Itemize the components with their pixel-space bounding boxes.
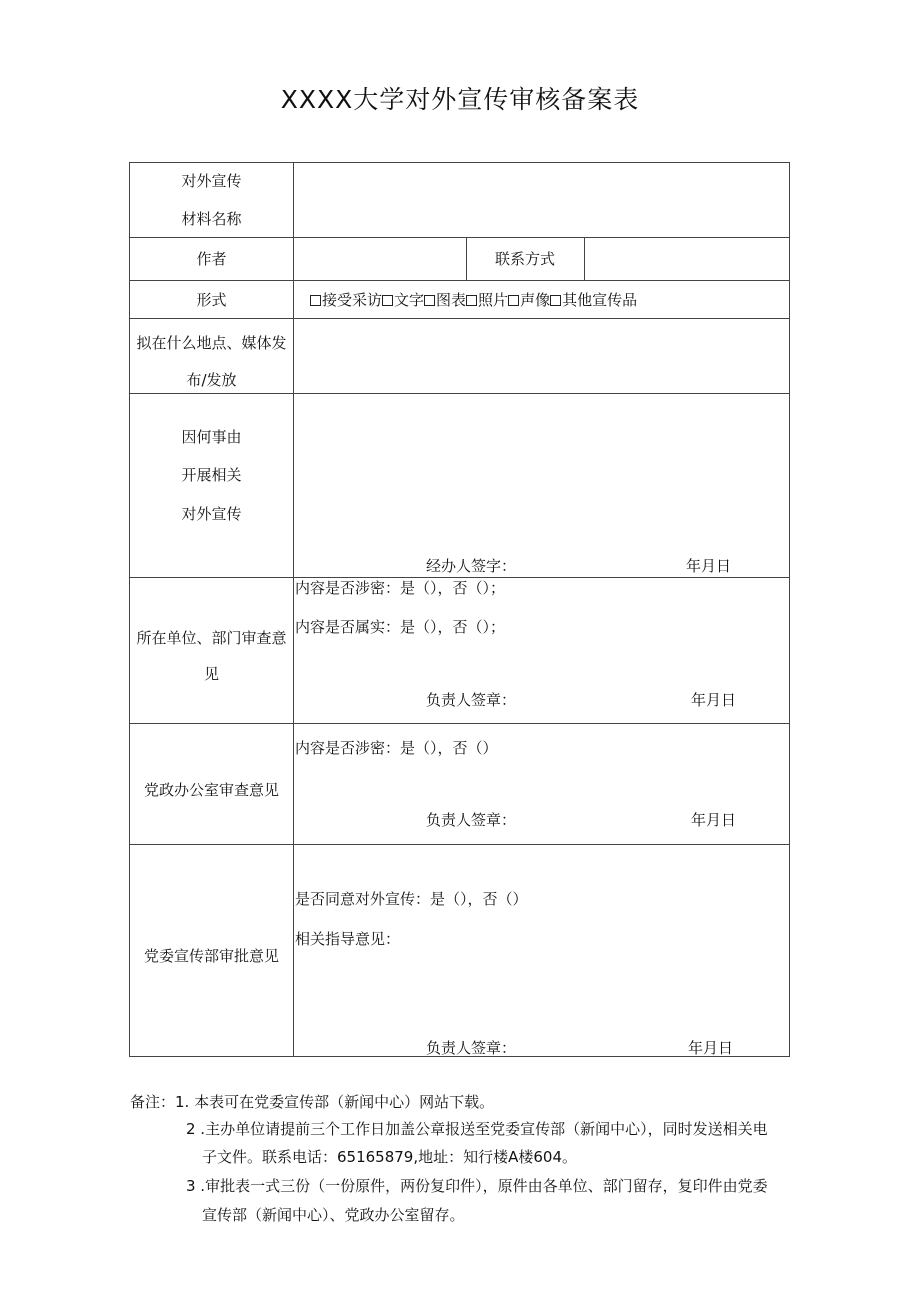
date-field: 年月日 xyxy=(691,811,737,829)
row-divider xyxy=(130,393,789,394)
checkbox[interactable] xyxy=(310,295,321,306)
note-line: 2 .主办单位请提前三个工作日加盖公章报送至党委宣传部（新闻中心），同时发送相关电 xyxy=(186,1120,768,1138)
responsible-signature-label: 负责人签章： xyxy=(426,1039,517,1057)
format-option: 文字 xyxy=(394,291,425,309)
dept-fact-question: 内容是否属实：是（），否（）； xyxy=(295,618,506,636)
format-label: 形式 xyxy=(196,291,227,309)
office-secret-question: 内容是否涉密：是（），否（） xyxy=(295,739,498,757)
responsible-signature-label: 负责人签章： xyxy=(426,811,517,829)
column-divider xyxy=(466,237,467,280)
row-divider xyxy=(130,844,789,845)
note-line: 3 .审批表一式三份（一份原件，两份复印件），原件由各单位、部门留存，复印件由党委 xyxy=(186,1177,768,1195)
date-field: 年月日 xyxy=(691,691,737,709)
checkbox[interactable] xyxy=(466,295,477,306)
column-divider xyxy=(584,237,585,280)
publish-location-label: 布/发放 xyxy=(186,371,237,389)
date-field: 年月日 xyxy=(688,1039,734,1057)
note-line: 子文件。联系电话：65165879,地址：知行楼A楼604。 xyxy=(202,1148,578,1166)
format-option: 其他宣传品 xyxy=(562,291,638,309)
row-divider xyxy=(130,237,789,238)
row-divider xyxy=(130,318,789,319)
row-divider xyxy=(130,280,789,281)
format-option: 照片 xyxy=(478,291,509,309)
row-divider xyxy=(130,723,789,724)
format-options xyxy=(310,290,637,310)
format-option: 接受采访 xyxy=(322,291,383,309)
page-title: XXXX大学对外宣传审核备案表 xyxy=(280,85,640,114)
approval-form xyxy=(129,162,790,1057)
publish-location-label: 拟在什么地点、媒体发 xyxy=(136,334,287,352)
material-name-label: 材料名称 xyxy=(181,210,242,228)
reason-label: 开展相关 xyxy=(181,466,242,484)
format-option: 声像 xyxy=(520,291,551,309)
checkbox[interactable] xyxy=(382,295,393,306)
agree-question: 是否同意对外宣传：是（），否（） xyxy=(295,890,528,908)
checkbox[interactable] xyxy=(424,295,435,306)
note-line: 备注：1. 本表可在党委宣传部（新闻中心）网站下载。 xyxy=(130,1093,495,1111)
date-field: 年月日 xyxy=(686,557,732,575)
dept-review-label: 所在单位、部门审查意 xyxy=(136,629,287,647)
office-review-label: 党政办公室审查意见 xyxy=(143,781,279,799)
note-line: 宣传部（新闻中心）、党政办公室留存。 xyxy=(202,1206,465,1224)
format-option: 图表 xyxy=(436,291,467,309)
checkbox[interactable] xyxy=(508,295,519,306)
dept-secret-question: 内容是否涉密：是（），否（）； xyxy=(295,579,506,597)
responsible-signature-label: 负责人签章： xyxy=(426,691,517,709)
handler-signature-label: 经办人签字： xyxy=(426,557,517,575)
author-label: 作者 xyxy=(196,250,227,268)
column-divider xyxy=(293,163,294,1057)
reason-label: 对外宣传 xyxy=(181,505,242,523)
guidance-label: 相关指导意见： xyxy=(295,930,401,948)
reason-label: 因何事由 xyxy=(181,428,242,446)
dept-review-label: 见 xyxy=(203,665,219,683)
contact-label: 联系方式 xyxy=(494,250,555,268)
material-name-label: 对外宣传 xyxy=(181,172,242,190)
propaganda-approval-label: 党委宣传部审批意见 xyxy=(143,947,279,965)
checkbox[interactable] xyxy=(550,295,561,306)
